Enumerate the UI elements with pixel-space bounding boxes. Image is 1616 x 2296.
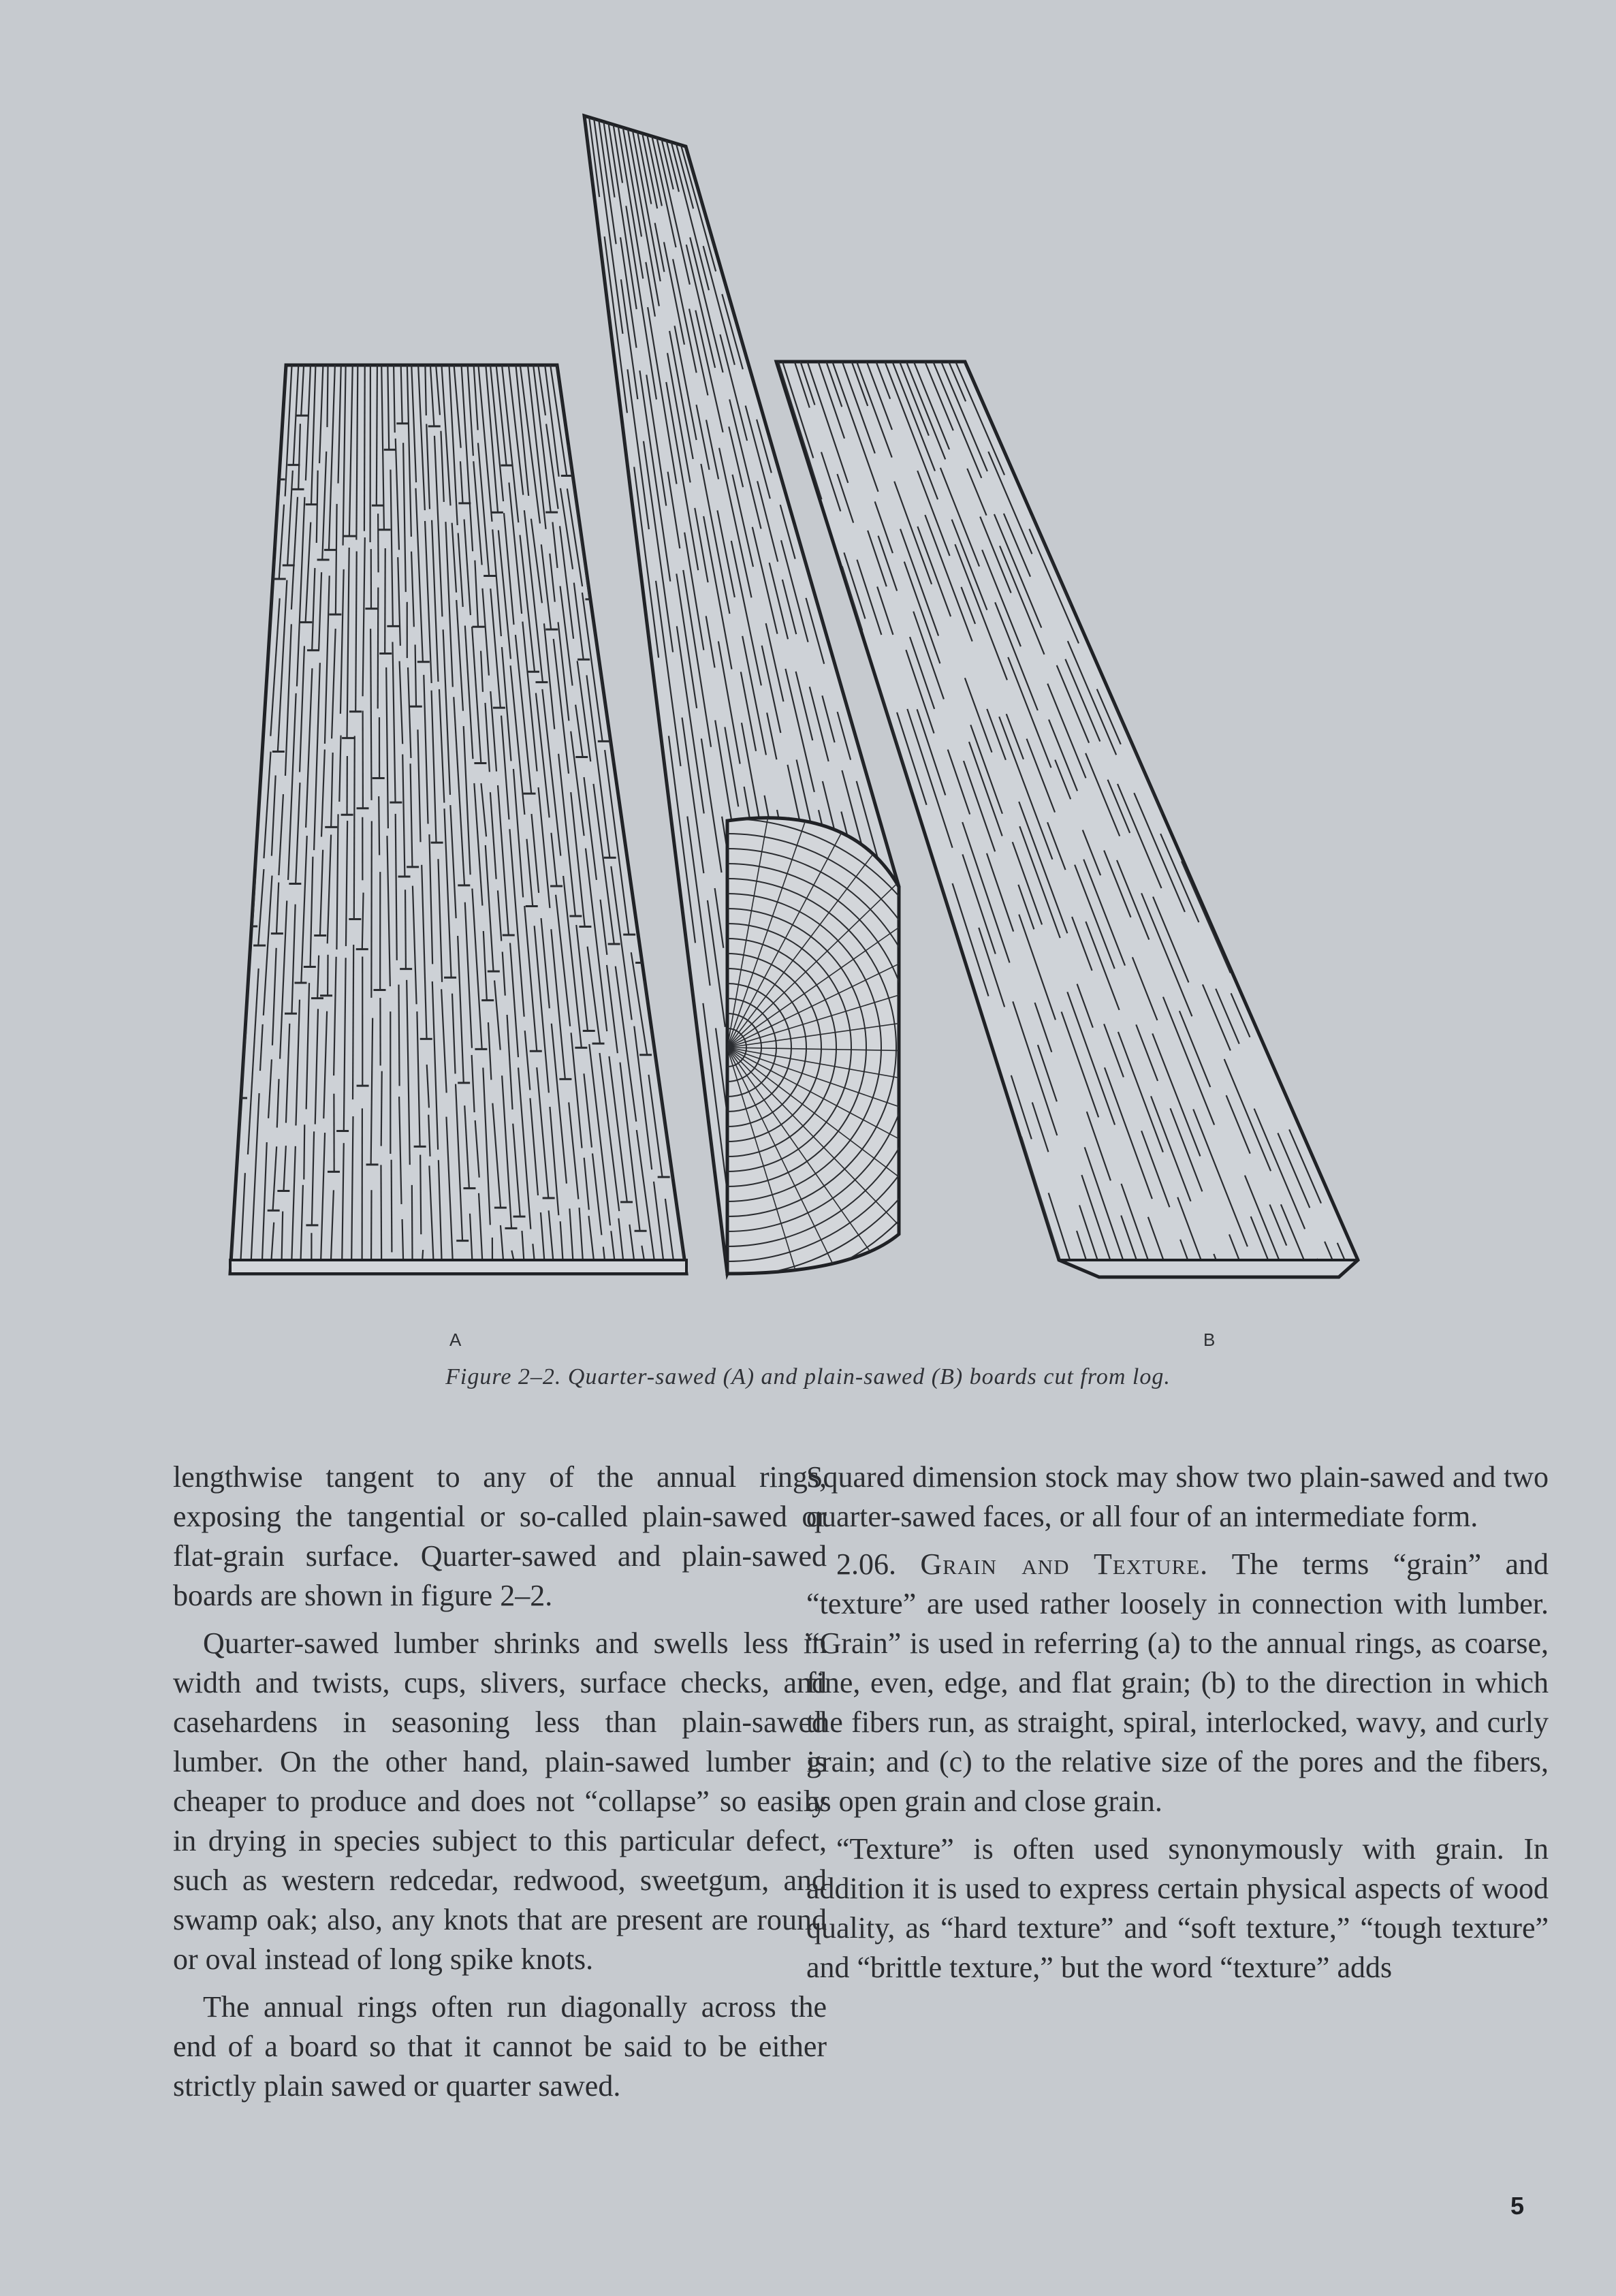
paragraph: Quarter-sawed lumber shrinks and swells less in width and twists, cups, slivers, surface checks, and casehardens in seasoning less than plain-sawed lumber. On the other hand, plain-sawed lumber is cheaper to produce and does not “collapse” so easily in drying in species subject to this particular defect, such as western redcedar, redwood, sweetgum, and swamp oak; also, any knots that are present are round or oval instead of long spike knots.: [173, 1626, 827, 1976]
section-paragraph: [806, 1545, 1549, 1821]
page-number: 5: [1510, 2192, 1524, 2220]
board-a-quarter-sawed: [230, 365, 686, 1274]
section-number: 2.06.: [836, 1547, 896, 1581]
paragraph: “Texture” is often used synonymously with grain. In addition it is used to express certain physical aspects of wood quality, as “hard texture” and “soft texture,” “tough texture” and “brittle texture,” but the word “texture” adds: [806, 1832, 1549, 1984]
right-text-column: [806, 1458, 1549, 1996]
figure-label-a: A: [449, 1330, 462, 1350]
section-body: The terms “grain” and “texture” are used rather loosely in connection with lumber. “Grain” is used in referring (a) to the annual rings, as coarse, fine, even, edge, and flat grain; (b) to the direction in which the fibers run, as straight, spiral, interlocked, wavy, and curly grain; and (c) to the relative size of the pores and the fibers, as open grain and close grain.: [806, 1547, 1549, 1818]
paragraph: lengthwise tangent to any of the annual rings, exposing the tangential or so-called plain-sawed or flat-grain surface. Quarter-sawed and plain-sawed boards are shown in figure 2–2.: [173, 1460, 827, 1612]
paragraph: The annual rings often run diagonally across the end of a board so that it cannot be said to be either strictly plain sawed or quarter sawed.: [173, 1990, 827, 2103]
figure-label-b: B: [1203, 1330, 1216, 1350]
paragraph: Squared dimension stock may show two plain-sawed and two quarter-sawed faces, or all four of an intermediate form.: [806, 1460, 1549, 1533]
figure-caption: Figure 2–2. Quarter-sawed (A) and plain-sawed (B) boards cut from log.: [445, 1364, 1171, 1389]
left-text-column: [173, 1458, 827, 2114]
section-heading: Grain and Texture.: [920, 1547, 1209, 1581]
